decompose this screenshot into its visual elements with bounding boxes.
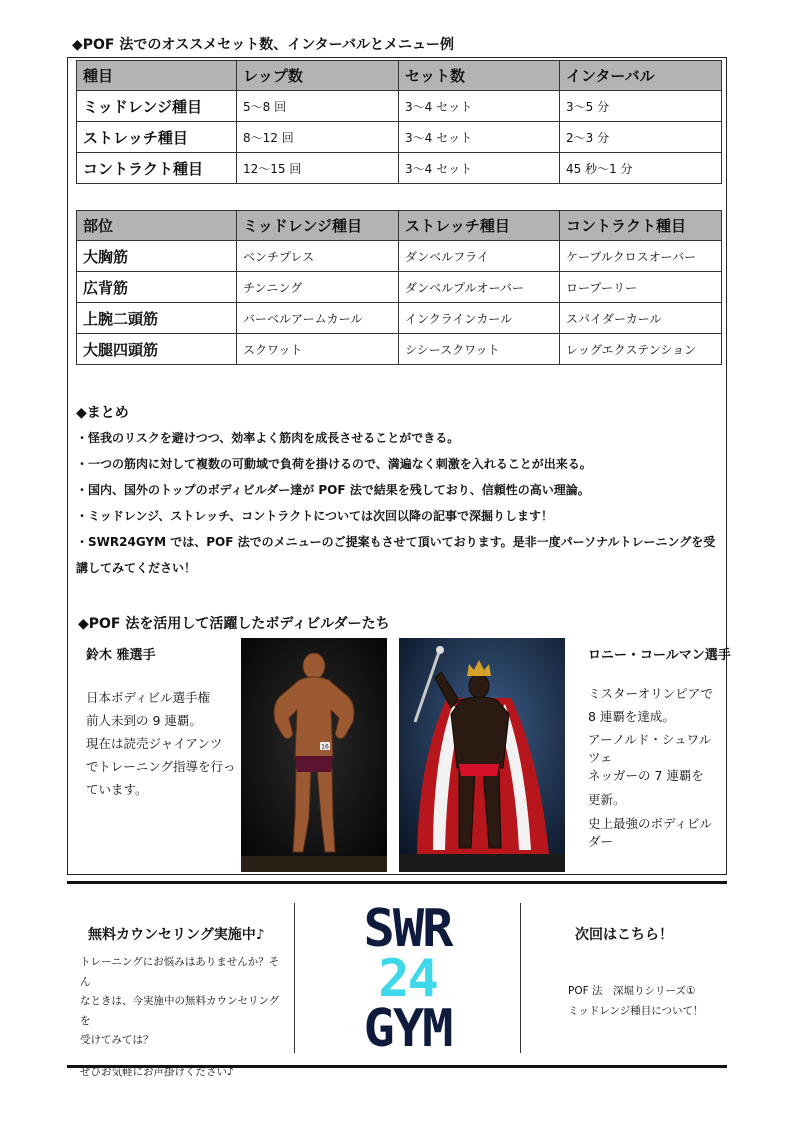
table-cell: 3～5 分 <box>560 91 722 122</box>
bodybuilder-caption-left <box>86 686 236 801</box>
summary-item: ・ミッドレンジ、ストレッチ、コントラクトについては次回以降の記事で深掘りします！ <box>76 509 554 523</box>
sets-interval-table <box>76 60 722 184</box>
table-cell: 3～4 セット <box>399 122 560 153</box>
summary-item: ・国内、国外のトップのボディビルダー達が POF 法で結果を残しており、信頼性の高い理論。 <box>76 483 590 497</box>
caption-line: でトレーニング指導を行っ <box>86 759 236 774</box>
counseling-line: なときは、今実施中の無料カウンセリングを <box>80 995 280 1027</box>
caption-line: 現在は読売ジャイアンツ <box>86 736 223 751</box>
table-header-cell: 部位 <box>77 211 237 241</box>
caption-line: 8 連覇を達成。 <box>588 709 675 724</box>
table-row-head: 広背筋 <box>77 272 237 303</box>
bodybuilder-left-illustration <box>241 638 387 872</box>
caption-line: 前人未到の 9 連覇。 <box>86 713 202 728</box>
caption-line: ミスターオリンピアで <box>588 686 714 701</box>
summary-item: ・一つの筋肉に対して複数の可動域で負荷を掛けるので、満遍なく刺激を入れることが出来る。 <box>76 457 592 471</box>
summary-item: ・怪我のリスクを避けつつ、効率よく筋肉を成長させることができる。 <box>76 431 460 445</box>
summary-item: ・SWR24GYM では、POF 法でのメニューのご提案もさせて頂いております。是非一度パーソナルトレーニングを受講してみてください！ <box>76 535 716 575</box>
table-header-cell: レップ数 <box>237 61 399 91</box>
table-cell: 2～3 分 <box>560 122 722 153</box>
counseling-line: 受けてみては？ <box>80 1034 154 1046</box>
table-row-head: ストレッチ種目 <box>77 122 237 153</box>
table-row <box>77 153 722 184</box>
logo-swr: SWR <box>363 899 452 959</box>
caption-line: ています。 <box>86 782 148 797</box>
table-cell: スパイダーカール <box>560 303 722 334</box>
footer-divider-left <box>294 903 295 1053</box>
table-header-cell: セット数 <box>399 61 560 91</box>
next-article-line: POF 法 深堀りシリーズ① <box>568 985 696 997</box>
counseling-body <box>80 953 286 1082</box>
table-row-head: 大腿四頭筋 <box>77 334 237 365</box>
table-header-cell: ミッドレンジ種目 <box>237 211 399 241</box>
table-cell: ダンベルフライ <box>399 241 560 272</box>
table-cell: レッグエクステンション <box>560 334 722 365</box>
table-row <box>77 334 722 365</box>
table-cell: シシースクワット <box>399 334 560 365</box>
logo-gym: GYM <box>363 999 452 1050</box>
summary-section <box>76 402 721 581</box>
caption-line: ダー <box>588 834 614 849</box>
table-row <box>77 272 722 303</box>
section-title-pof-sets: ◆POF 法でのオススメセット数、インターバルとメニュー例 <box>72 37 454 53</box>
table-cell: ダンベルプルオーバー <box>399 272 560 303</box>
swr24gym-logo-art <box>335 898 480 1050</box>
swr24gym-logo <box>335 898 480 1050</box>
table-cell: 45 秒～1 分 <box>560 153 722 184</box>
table-header-row <box>77 61 722 91</box>
table-cell: チンニング <box>237 272 399 303</box>
table-cell: 3～4 セット <box>399 153 560 184</box>
table-cell: 3～4 セット <box>399 91 560 122</box>
table-row-head: コントラクト種目 <box>77 153 237 184</box>
table-header-cell: コントラクト種目 <box>560 211 722 241</box>
table-row <box>77 303 722 334</box>
summary-title: ◆まとめ <box>76 405 129 421</box>
table-header-cell: ストレッチ種目 <box>399 211 560 241</box>
caption-line: ネッガーの 7 連覇を <box>588 768 704 783</box>
table-row <box>77 91 722 122</box>
table-row-head: 大胸筋 <box>77 241 237 272</box>
table-row <box>77 122 722 153</box>
counseling-title: 無料カウンセリング実施中♪ <box>88 927 265 943</box>
caption-line: 日本ボディビル選手権 <box>86 690 211 705</box>
footer-divider-right <box>520 903 521 1053</box>
table-row-head: 上腕二頭筋 <box>77 303 237 334</box>
bodybuilder-photo-left <box>241 638 387 872</box>
table-header-cell: インターバル <box>560 61 722 91</box>
bodybuilder-caption-right <box>588 682 723 851</box>
menu-example-table <box>76 210 722 365</box>
footer-top-rule <box>67 881 727 884</box>
table-header-row <box>77 211 722 241</box>
counseling-line: トレーニングにお悩みはありませんか？そん <box>80 956 280 988</box>
caption-line: 更新。 <box>588 792 626 807</box>
table-cell: スクワット <box>237 334 399 365</box>
table-cell: インクラインカール <box>399 303 560 334</box>
bodybuilder-right-illustration <box>399 638 565 872</box>
table-cell: 5～8 回 <box>237 91 399 122</box>
table-row <box>77 241 722 272</box>
table-cell: ベンチプレス <box>237 241 399 272</box>
next-article-title: 次回はこちら！ <box>575 927 673 943</box>
table-cell: 12～15 回 <box>237 153 399 184</box>
caption-line: アーノルド・シュワルツェ <box>588 732 712 765</box>
logo-24: 24 <box>378 949 437 1009</box>
bodybuilder-name-right: ロニー・コールマン選手 <box>588 648 731 663</box>
next-article-body <box>568 981 704 1021</box>
table-row-head: ミッドレンジ種目 <box>77 91 237 122</box>
bodybuilder-photo-right <box>399 638 565 872</box>
contest-number: 16 <box>321 743 329 751</box>
table-cell: 8～12 回 <box>237 122 399 153</box>
bodybuilders-title: ◆POF 法を活用して活躍したボディビルダーたち <box>78 616 390 632</box>
table-header-cell: 種目 <box>77 61 237 91</box>
next-article-link: ミッドレンジ種目について！ <box>568 1005 704 1017</box>
table-cell: バーベルアームカール <box>237 303 399 334</box>
table-cell: ケーブルクロスオーバー <box>560 241 722 272</box>
caption-line: 史上最強のボディビル <box>588 816 713 831</box>
counseling-closing: ぜひお気軽にお声掛けください♪ <box>80 1065 234 1078</box>
bodybuilder-name-left: 鈴木 雅選手 <box>86 648 156 663</box>
table-cell: ロープーリー <box>560 272 722 303</box>
